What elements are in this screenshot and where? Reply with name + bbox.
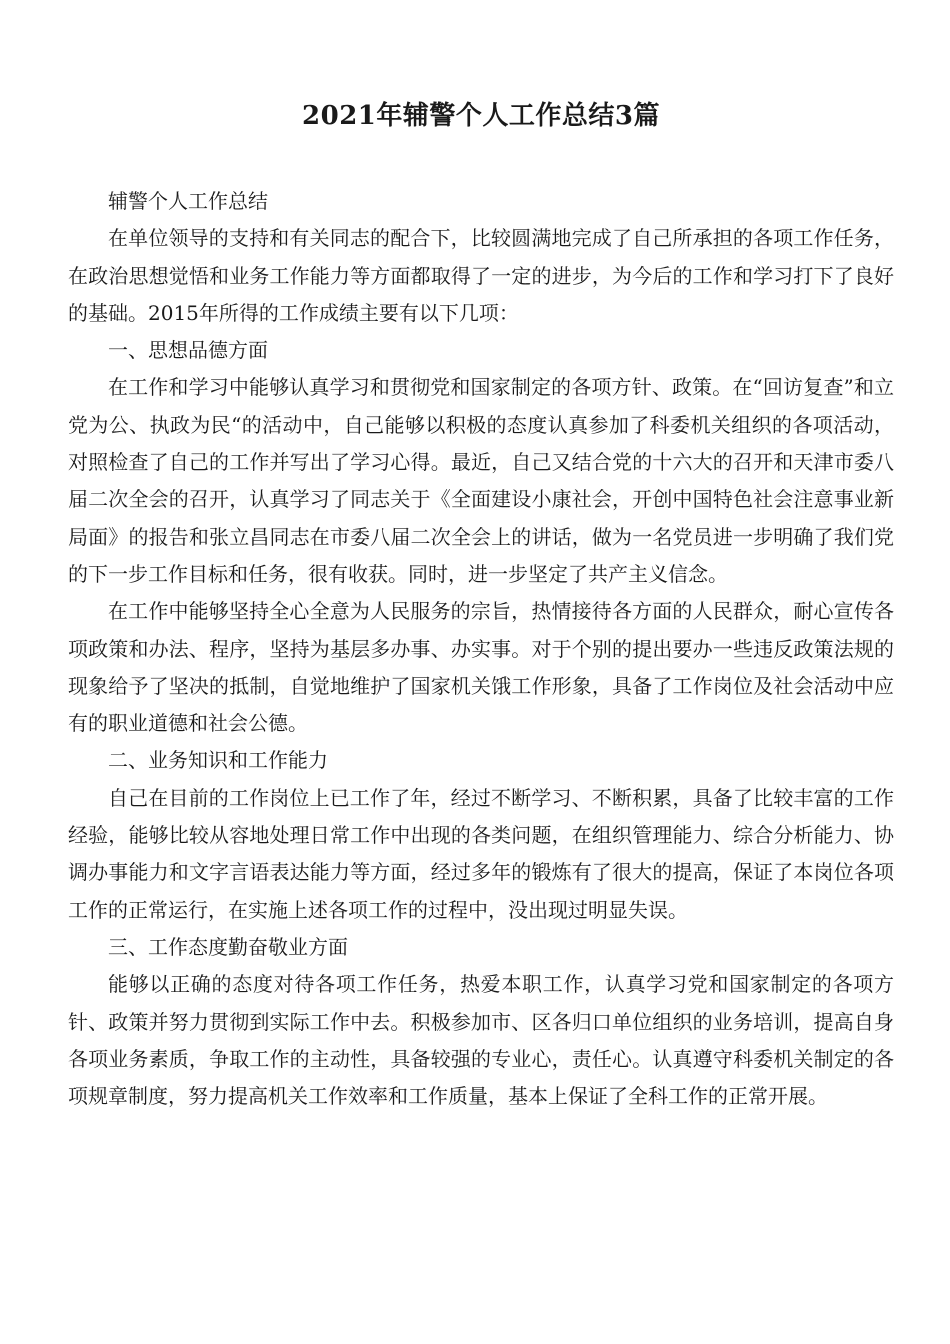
paragraph-attitude: 能够以正确的态度对待各项工作任务，热爱本职工作，认真学习党和国家制定的各项方针、政策并努力贯彻到实际工作中去。积极参加市、区各归口单位组织的业务培训，提高自身各项业务素质，争取工作的主动性，具备较强的专业心，责任心。认真遵守科委机关制定的各项规章制度，努力提高机关工作效率和工作质量，基本上保证了全科工作的正常开展。 — [68, 972, 894, 1109]
section-heading-skills: 二、业务知识和工作能力 — [108, 748, 328, 773]
paragraph-skills: 自己在目前的工作岗位上已工作了年，经过不断学习、不断积累，具备了比较丰富的工作经验，能够比较从容地处理日常工作中出现的各类问题，在组织管理能力、综合分析能力、协调办事能力和文字言语表达能力等方面，经过多年的锻炼有了很大的提高，保证了本岗位各项工作的正常运行，在实施上述各项工作的过程中，没出现过明显失误。 — [68, 785, 894, 922]
document-title: 2021年辅警个人工作总结3篇 — [302, 101, 660, 131]
section-heading-summary: 辅警个人工作总结 — [108, 189, 268, 213]
section-heading-ideology: 一、思想品德方面 — [108, 338, 268, 363]
paragraph-ideology-1: 在工作和学习中能够认真学习和贯彻党和国家制定的各项方针、政策。在“回访复查”和立党为公、执政为民“的活动中，自己能够以积极的态度认真参加了科委机关组织的各项活动，对照检查了自己的工作并写出了学习心得。最近，自己又结合党的十六大的召开和天津市委八届二次全会的召开，认真学习了同志关于《全面建设小康社会，开创中国特色社会注意事业新局面》的报告和张立昌同志在市委八届二次全会上的讲话，做为一名党员进一步明确了我们党的下一步工作目标和任务，很有收获。同时，进一步坚定了共产主义信念。 — [68, 375, 894, 586]
document-body — [68, 183, 894, 1115]
paragraph-intro: 在单位领导的支持和有关同志的配合下，比较圆满地完成了自己所承担的各项工作任务，在政治思想觉悟和业务工作能力等方面都取得了一定的进步，为今后的工作和学习打下了良好的基础。2015年所得的工作成绩主要有以下几项： — [68, 226, 894, 325]
paragraph-ideology-2: 在工作中能够坚持全心全意为人民服务的宗旨，热情接待各方面的人民群众，耐心宣传各项政策和办法、程序，坚持为基层多办事、办实事。对于个别的提出要办一些违反政策法规的现象给予了坚决的抵制，自觉地维护了国家机关饿工作形象，具备了工作岗位及社会活动中应有的职业道德和社会公德。 — [68, 599, 894, 736]
section-heading-attitude: 三、工作态度勤奋敬业方面 — [108, 934, 348, 959]
